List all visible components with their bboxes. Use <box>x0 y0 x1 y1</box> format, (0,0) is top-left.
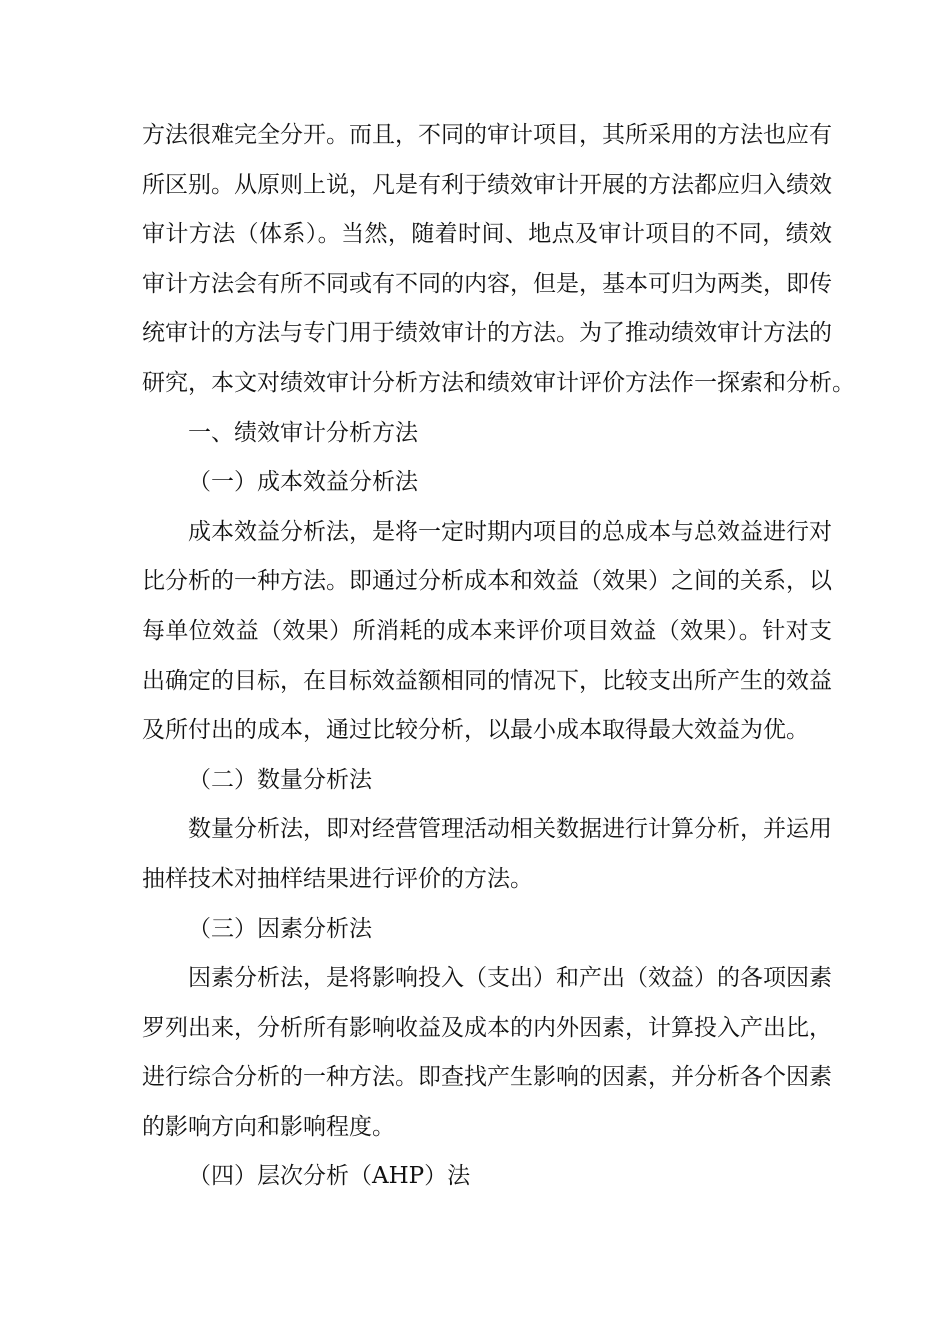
sub1-heading: （一）成本效益分析法 <box>188 469 418 496</box>
sub3-line-3: 进行综合分析的一种方法。即查找产生影响的因素，并分析各个因素 <box>142 1064 832 1091</box>
sub1-line-3: 每单位效益（效果）所消耗的成本来评价项目效益（效果）。针对支 <box>142 617 832 644</box>
intro-line-1: 方法很难完全分开。而且，不同的审计项目，其所采用的方法也应有 <box>142 122 832 148</box>
sub3-line-1: 因素分析法，是将影响投入（支出）和产出（效益）的各项因素 <box>188 965 832 992</box>
sub3-line-2: 罗列出来，分析所有影响收益及成本的内外因素，计算投入产出比， <box>142 1014 832 1041</box>
sub2-heading: （二）数量分析法 <box>188 766 372 793</box>
intro-line-4: 审计方法会有所不同或有不同的内容，但是，基本可归为两类，即传 <box>142 270 832 297</box>
intro-line-5: 统审计的方法与专门用于绩效审计的方法。为了推动绩效审计方法的 <box>142 320 832 347</box>
sub3-heading: （三）因素分析法 <box>188 915 372 942</box>
sub1-line-4: 出确定的目标，在目标效益额相同的情况下，比较支出所产生的效益 <box>142 667 832 694</box>
intro-line-3: 审计方法（体系）。当然，随着时间、地点及审计项目的不同，绩效 <box>142 221 832 248</box>
sub3-line-4: 的影响方向和影响程度。 <box>142 1113 395 1140</box>
sub2-line-1: 数量分析法，即对经营管理活动相关数据进行计算分析，并运用 <box>188 816 832 843</box>
sub1-line-2: 比分析的一种方法。即通过分析成本和效益（效果）之间的关系，以 <box>142 568 832 595</box>
intro-line-6: 研究，本文对绩效审计分析方法和绩效审计评价方法作一探索和分析。 <box>142 369 855 396</box>
section-heading: 一、绩效审计分析方法 <box>188 419 418 446</box>
sub1-line-1: 成本效益分析法，是将一定时期内项目的总成本与总效益进行对 <box>188 518 832 545</box>
sub4-heading: （四）层次分析（AHP）法 <box>188 1163 471 1190</box>
sub1-line-5: 及所付出的成本，通过比较分析，以最小成本取得最大效益为优。 <box>142 717 809 744</box>
document-body <box>142 111 855 1202</box>
sub2-line-2: 抽样技术对抽样结果进行评价的方法。 <box>142 865 533 892</box>
intro-line-2: 所区别。从原则上说，凡是有利于绩效审计开展的方法都应归入绩效 <box>142 171 832 198</box>
